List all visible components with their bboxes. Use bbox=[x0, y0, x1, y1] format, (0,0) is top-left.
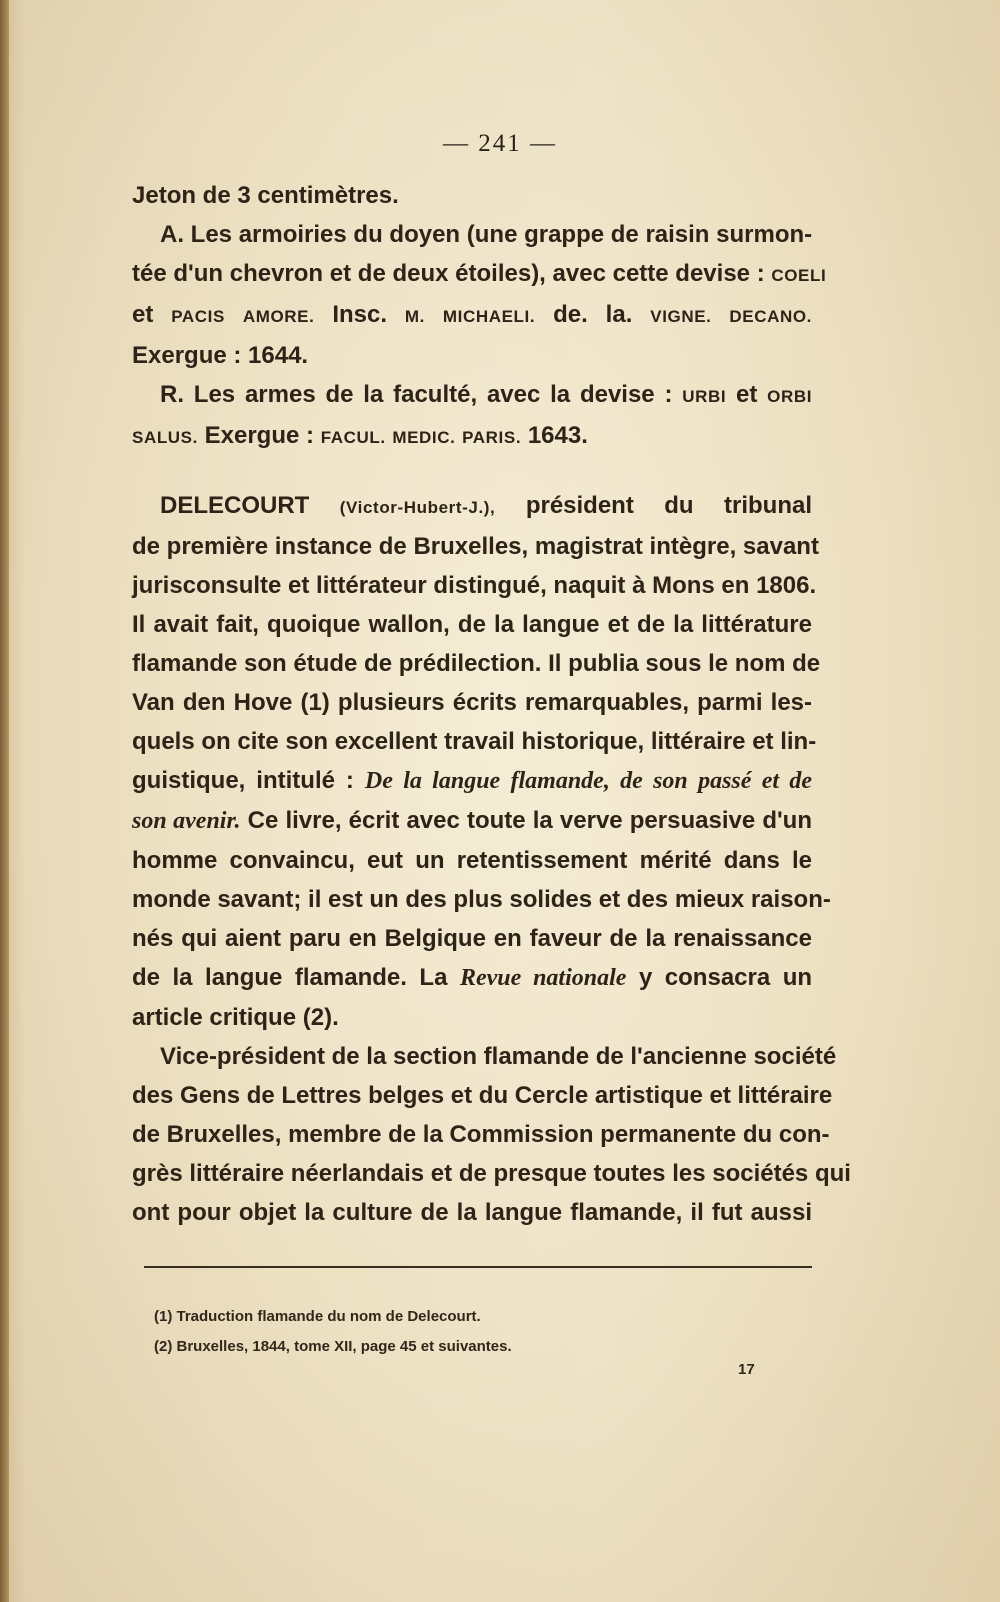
text-line: tée d'un chevron et de deux étoiles), avec cette devise : COELI bbox=[132, 260, 827, 287]
journal-title: Revue nationale bbox=[459, 965, 627, 991]
text-line: et PACIS AMORE. Insc. M. MICHAELI. de. la. VIGNE. DECANO. bbox=[132, 301, 812, 328]
text-line: quels on cite son excellent travail historique, littéraire et lin- bbox=[132, 728, 817, 755]
signature-mark: 17 bbox=[738, 1361, 755, 1378]
inscription-smallcaps: FACUL. bbox=[320, 428, 386, 447]
book-title-end: son avenir. bbox=[132, 808, 241, 834]
text-line: homme convaincu, eut un retentissement mérité dans le bbox=[132, 847, 812, 874]
entry-given-names: (Victor-Hubert-J.), bbox=[339, 498, 496, 517]
inscription-smallcaps: MEDIC. bbox=[392, 428, 456, 447]
inscription-smallcaps: SALUS. bbox=[132, 428, 198, 447]
text-line: nés qui aient paru en Belgique en faveur de la renaissance bbox=[132, 925, 812, 952]
inscription-smallcaps: DECANO. bbox=[729, 307, 812, 326]
inscription-smallcaps: PACIS bbox=[171, 307, 225, 326]
footnote: (2) Bruxelles, 1844, tome XII, page 45 et suivantes. bbox=[154, 1338, 512, 1355]
entry-heading-rest: président du tribunal bbox=[525, 492, 813, 519]
text-line: article critique (2). bbox=[132, 1004, 339, 1031]
medal-description bbox=[132, 176, 827, 457]
text-line: monde savant; il est un des plus solides et des mieux raison- bbox=[132, 886, 831, 913]
book-title: De la langue flamande, de son passé et de bbox=[364, 768, 813, 794]
inscription-smallcaps: ORBI bbox=[767, 387, 813, 406]
text-line bbox=[132, 761, 812, 801]
text-line: Van den Hove (1) plusieurs écrits remarquables, parmi les- bbox=[132, 689, 812, 716]
inscription-smallcaps: COELI bbox=[771, 266, 827, 285]
inscription-smallcaps: AMORE. bbox=[242, 307, 315, 326]
text-line: de première instance de Bruxelles, magistrat intègre, savant bbox=[132, 533, 819, 560]
inscription-smallcaps: MICHAELI. bbox=[442, 307, 536, 326]
page-number: — 241 — bbox=[443, 130, 557, 157]
text-line bbox=[132, 958, 812, 998]
entry-heading bbox=[132, 486, 812, 527]
text-line: Vice-président de la section flamande de l'ancienne société bbox=[160, 1043, 837, 1070]
footnote-rule bbox=[144, 1266, 812, 1268]
entry-name: DELECOURT bbox=[160, 492, 310, 519]
text-line: R. Les armes de la faculté, avec la devise : URBI et ORBI bbox=[160, 381, 813, 408]
text-line: Exergue : 1644. bbox=[132, 342, 309, 369]
text-line bbox=[132, 801, 812, 841]
text-line: ont pour objet la culture de la langue flamande, il fut aussi bbox=[132, 1199, 812, 1226]
text-fragment: Ce livre, écrit avec toute la verve persuasive d'un bbox=[247, 807, 813, 834]
text-line: flamande son étude de prédilection. Il publia sous le nom de bbox=[132, 650, 821, 677]
text-line: jurisconsulte et littérateur distingué, naquit à Mons en 1806. bbox=[132, 572, 817, 599]
text-line: SALUS. Exergue : FACUL. MEDIC. PARIS. 1643. bbox=[132, 422, 588, 449]
footnote: (1) Traduction flamande du nom de Delecourt. bbox=[154, 1308, 481, 1325]
delecourt-entry bbox=[132, 486, 851, 1232]
inscription-smallcaps: VIGNE. bbox=[650, 307, 712, 326]
inscription-smallcaps: M. bbox=[404, 307, 426, 326]
inscription-smallcaps: PARIS. bbox=[462, 428, 522, 447]
text-fragment: y consacra un bbox=[638, 964, 813, 991]
inscription-smallcaps: URBI bbox=[682, 387, 727, 406]
text-line: Jeton de 3 centimètres. bbox=[132, 182, 399, 209]
text-fragment: de la langue flamande. La bbox=[132, 964, 448, 991]
text-line: des Gens de Lettres belges et du Cercle artistique et littéraire bbox=[132, 1082, 833, 1109]
footnotes bbox=[154, 1302, 804, 1362]
text-line: de Bruxelles, membre de la Commission permanente du con- bbox=[132, 1121, 830, 1148]
text-line: Il avait fait, quoique wallon, de la langue et de la littérature bbox=[132, 611, 812, 638]
text-fragment: guistique, intitulé : bbox=[132, 767, 354, 794]
text-line: grès littéraire néerlandais et de presque toutes les sociétés qui bbox=[132, 1160, 851, 1187]
text-line: A. Les armoiries du doyen (une grappe de raisin surmon- bbox=[160, 221, 813, 248]
